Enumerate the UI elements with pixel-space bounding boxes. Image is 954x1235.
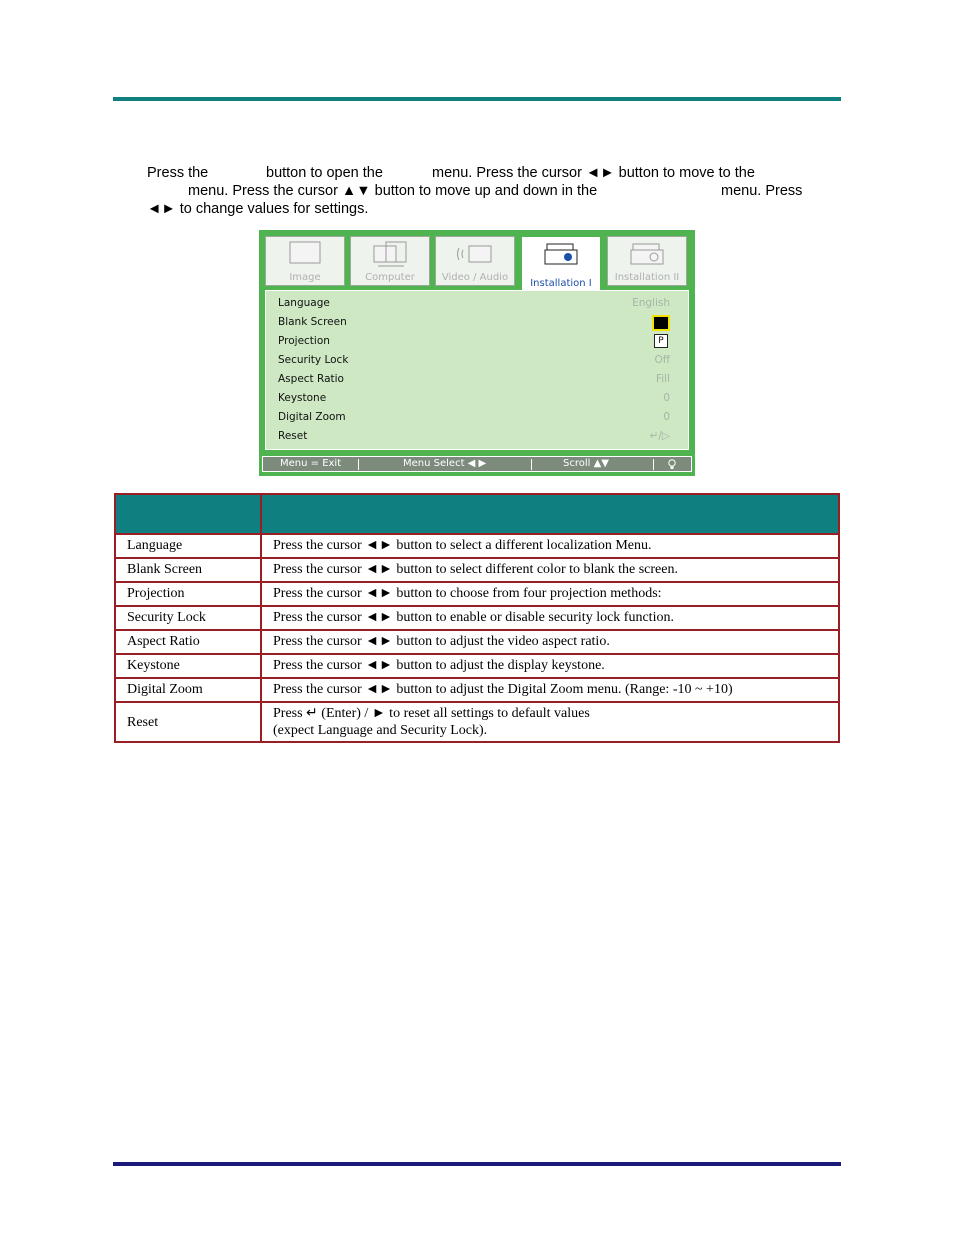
- osd-item-digital-zoom[interactable]: [278, 409, 670, 427]
- description-line: Press ↵ (Enter) / ► to reset all settings to default values: [273, 706, 590, 721]
- header-rule: [113, 97, 841, 101]
- osd-item-keystone[interactable]: [278, 390, 670, 408]
- projector-icon: [541, 240, 581, 268]
- enter-icon: ↵/▷: [649, 430, 670, 442]
- intro-text: menu. Press the cursor ◄► button to move to the: [432, 165, 755, 181]
- tab-computer[interactable]: [350, 236, 430, 286]
- item-cell: Keystone: [115, 654, 261, 678]
- intro-text: menu. Press: [721, 183, 803, 199]
- table-row: [115, 606, 839, 630]
- osd-item-label: Keystone: [278, 392, 327, 404]
- description-line: (expect Language and Security Lock).: [273, 723, 488, 738]
- osd-item-security-lock[interactable]: [278, 352, 670, 370]
- tab-label: Installation II: [614, 272, 680, 283]
- osd-item-value: Off: [654, 354, 670, 366]
- tab-video-audio[interactable]: [435, 236, 515, 286]
- osd-hint-bar: [262, 456, 692, 472]
- osd-item-value: Fill: [655, 373, 670, 385]
- intro-text: menu. Press the cursor ▲▼ button to move up and down in the: [188, 183, 598, 199]
- intro-text: ◄► to change values for settings.: [147, 201, 369, 217]
- osd-menu: [259, 230, 695, 476]
- item-cell: Language: [115, 534, 261, 558]
- intro-paragraph: [147, 164, 817, 218]
- intro-text: Press the: [147, 165, 209, 181]
- tab-label: Video / Audio: [441, 272, 509, 283]
- footer-rule: [113, 1162, 841, 1166]
- table-row: [115, 630, 839, 654]
- intro-text: button to open the: [266, 165, 383, 181]
- description-cell: Press the cursor ◄► button to select a different localization Menu.: [261, 534, 839, 558]
- osd-item-value: English: [632, 297, 670, 309]
- table-row: [115, 678, 839, 702]
- tab-label: Computer: [365, 272, 415, 283]
- image-icon: [288, 240, 322, 266]
- description-cell: Press the cursor ◄► button to adjust the Digital Zoom menu. (Range: -10 ~ +10): [261, 678, 839, 702]
- menu-exit-hint: Menu = Exit: [280, 458, 342, 469]
- item-cell: Security Lock: [115, 606, 261, 630]
- osd-item-projection[interactable]: [278, 333, 670, 351]
- osd-item-label: Security Lock: [278, 354, 349, 366]
- osd-item-label: Blank Screen: [278, 316, 347, 328]
- table-row: [115, 582, 839, 606]
- divider: [653, 459, 654, 470]
- divider: [531, 459, 532, 470]
- item-cell: Blank Screen: [115, 558, 261, 582]
- osd-item-label: Projection: [278, 335, 330, 347]
- osd-item-label: Language: [278, 297, 330, 309]
- description-cell: Press the cursor ◄► button to adjust the video aspect ratio.: [261, 630, 839, 654]
- settings-table: [114, 493, 840, 743]
- tab-label: Installation I: [530, 278, 592, 289]
- osd-item-aspect-ratio[interactable]: [278, 371, 670, 389]
- tab-label: Image: [289, 272, 321, 283]
- osd-item-label: Digital Zoom: [278, 411, 346, 423]
- osd-item-blank-screen[interactable]: [278, 314, 670, 332]
- table-row: [115, 702, 839, 742]
- divider: [358, 459, 359, 470]
- description-cell: Press the cursor ◄► button to enable or disable security lock function.: [261, 606, 839, 630]
- tab-installation-i[interactable]: [521, 236, 601, 292]
- osd-item-label: Aspect Ratio: [278, 373, 344, 385]
- item-cell: Digital Zoom: [115, 678, 261, 702]
- table-row: [115, 558, 839, 582]
- scroll-hint: Scroll ▲▼: [563, 458, 609, 469]
- video-audio-icon: [455, 240, 495, 268]
- osd-settings-panel: [265, 290, 689, 450]
- osd-item-value: 0: [663, 411, 670, 423]
- computer-icon: [370, 240, 410, 268]
- table-header-cell: [115, 494, 261, 534]
- osd-item-label: Reset: [278, 430, 308, 442]
- table-row: [115, 654, 839, 678]
- osd-item-language[interactable]: [278, 295, 670, 313]
- projection-mode-icon: P: [654, 334, 668, 348]
- lamp-icon: [667, 459, 677, 470]
- projector-icon: [627, 240, 667, 268]
- table-header-cell: [261, 494, 839, 534]
- tab-image[interactable]: [265, 236, 345, 286]
- table-row: [115, 534, 839, 558]
- description-cell: Press the cursor ◄► button to choose from four projection methods:: [261, 582, 839, 606]
- table-header-row: [115, 494, 839, 534]
- osd-item-reset[interactable]: [278, 428, 670, 446]
- description-cell: Press the cursor ◄► button to select different color to blank the screen.: [261, 558, 839, 582]
- item-cell: Projection: [115, 582, 261, 606]
- item-cell: Reset: [115, 702, 261, 742]
- tab-installation-ii[interactable]: [607, 236, 687, 286]
- item-cell: Aspect Ratio: [115, 630, 261, 654]
- osd-item-value: 0: [663, 392, 670, 404]
- description-cell: [261, 702, 839, 742]
- blank-color-swatch: [652, 315, 670, 331]
- description-cell: Press the cursor ◄► button to adjust the display keystone.: [261, 654, 839, 678]
- menu-select-hint: Menu Select ◀ ▶: [403, 458, 487, 469]
